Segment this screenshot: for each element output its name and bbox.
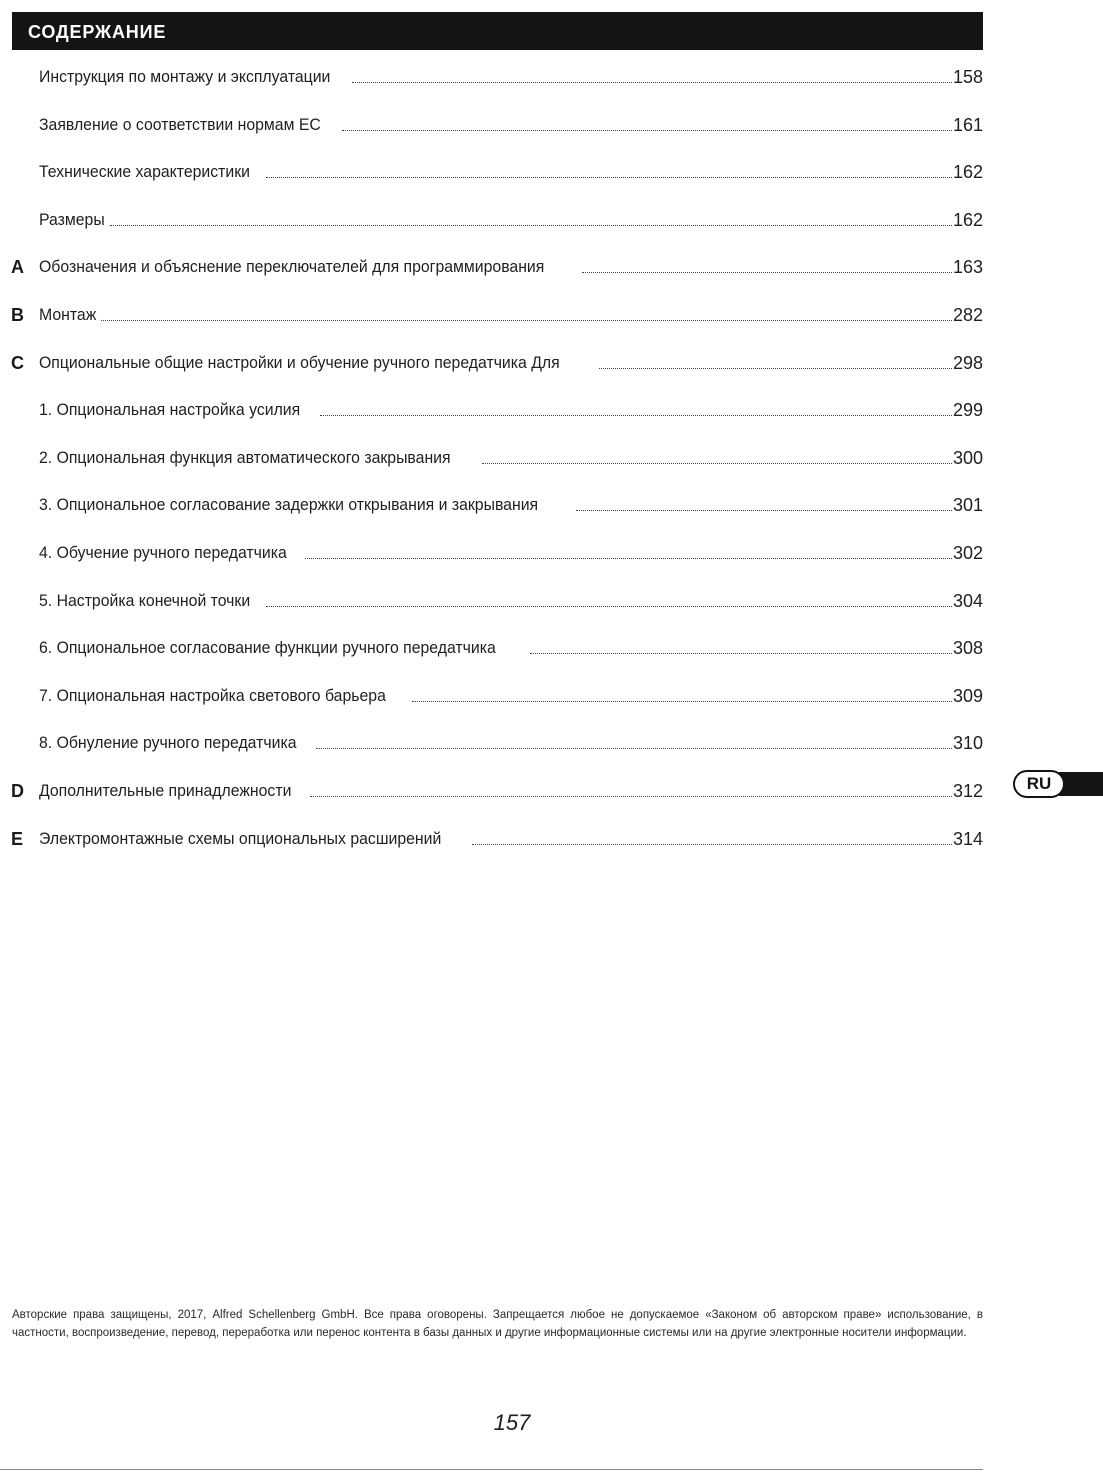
toc-dot-leader <box>582 272 952 273</box>
toc-entry-title: Заявление о соответствии нормам ЕС <box>39 114 321 134</box>
toc-dot-leader <box>599 368 952 369</box>
language-tab-bar <box>1059 772 1103 796</box>
toc-entry-title: 3. Опциональное согласование задержки открывания и закрывания <box>39 495 539 515</box>
toc-entry-title: Инструкция по монтажу и эксплуатации <box>39 67 331 86</box>
toc-entry <box>39 399 983 421</box>
toc-item[interactable] <box>0 542 983 590</box>
toc-entry <box>39 114 983 136</box>
toc-entry <box>39 542 983 564</box>
toc-entry <box>39 828 983 850</box>
toc-page-number: 310 <box>952 733 983 754</box>
toc-dot-leader <box>266 177 952 178</box>
toc-dot-leader <box>412 701 952 702</box>
contents-title: СОДЕРЖАНИЕ <box>28 21 167 42</box>
toc-page-number: 282 <box>952 304 983 325</box>
toc-entry-title: 4. Обучение ручного передатчика <box>39 542 287 562</box>
toc-entry <box>39 209 983 231</box>
toc-entry <box>39 780 983 802</box>
toc-page-number: 163 <box>952 257 983 278</box>
toc-entry-title: Опциональные общие настройки и обучение ручного передатчика Для <box>39 352 560 372</box>
toc-item[interactable] <box>0 828 983 876</box>
toc-page-number: 301 <box>952 495 983 516</box>
toc-dot-leader <box>342 130 952 131</box>
toc-page-number: 314 <box>952 828 983 849</box>
toc-item[interactable] <box>0 494 983 542</box>
toc-page-number: 162 <box>952 162 983 183</box>
toc-dot-leader <box>576 510 952 511</box>
copyright-notice: Авторские права защищены, 2017, Alfred Schellenberg GmbH. Все права оговорены. Запрещается любое не допускаемое «Законом об авторском праве» использование, в частности, воспроизведение, перевод, переработка или перенос контента в базы данных и другие информационные системы или на другие электронные носители информации. <box>12 1309 983 1339</box>
toc-item[interactable] <box>0 447 983 495</box>
toc-item[interactable] <box>0 209 983 257</box>
toc-dot-leader <box>110 225 952 226</box>
toc-item[interactable] <box>0 780 983 828</box>
toc-entry <box>39 494 983 516</box>
toc-page-number: 300 <box>952 447 983 468</box>
toc-entry <box>39 256 983 278</box>
bottom-divider <box>0 1469 983 1470</box>
toc-page-number: 312 <box>952 780 983 801</box>
toc-section-letter: B <box>11 304 24 325</box>
toc-entry <box>39 590 983 612</box>
toc-entry-title: Обозначения и объяснение переключателей для программирования <box>39 257 545 277</box>
toc-dot-leader <box>320 415 952 416</box>
toc-entry-title: 5. Настройка конечной точки <box>39 590 251 610</box>
toc-entry-title: 7. Опциональная настройка светового барьера <box>39 685 386 705</box>
toc-entry-title: Электромонтажные схемы опциональных расширений <box>39 828 442 848</box>
language-badge <box>1013 770 1065 798</box>
toc-dot-leader <box>482 463 952 464</box>
toc-section-letter: D <box>11 780 24 801</box>
toc-section-letter: A <box>11 257 24 278</box>
toc-entry-title: Монтаж <box>39 304 97 324</box>
toc-dot-leader <box>472 844 952 845</box>
toc-dot-leader <box>310 796 952 797</box>
toc-item[interactable] <box>0 637 983 685</box>
toc-item[interactable] <box>0 352 983 400</box>
toc-entry-title: 1. Опциональная настройка усилия <box>39 400 301 420</box>
toc-section-letter: E <box>11 828 24 849</box>
toc-entry <box>39 447 983 469</box>
toc-item[interactable] <box>0 590 983 638</box>
page-number: 157 <box>493 1410 531 1435</box>
toc-entry-title: Технические характеристики <box>39 162 250 182</box>
toc-entry-title: 8. Обнуление ручного передатчика <box>39 733 297 753</box>
language-tab <box>1013 770 1103 798</box>
toc-section-letter: C <box>11 352 24 373</box>
toc-item[interactable] <box>0 66 983 114</box>
toc-entry <box>39 685 983 707</box>
toc-page-number: 161 <box>952 114 983 135</box>
toc-dot-leader <box>305 558 952 559</box>
toc-page-number: 158 <box>952 67 983 87</box>
toc-entry-title: Дополнительные принадлежности <box>39 780 292 800</box>
toc-entry-title: Размеры <box>39 209 105 229</box>
toc-item[interactable] <box>0 732 983 780</box>
language-code: RU <box>1026 774 1052 793</box>
toc-item[interactable] <box>0 304 983 352</box>
toc-entry <box>39 161 983 183</box>
toc-entry <box>39 352 983 374</box>
toc-page-number: 299 <box>952 400 983 421</box>
toc-page-number: 308 <box>952 638 983 659</box>
toc-dot-leader <box>266 606 952 607</box>
toc-page-number: 298 <box>952 352 983 373</box>
toc-item[interactable] <box>0 114 983 162</box>
toc-entry <box>39 304 983 326</box>
toc-dot-leader <box>530 653 952 654</box>
toc-page-number: 304 <box>952 590 983 611</box>
toc-page-number: 162 <box>952 209 983 230</box>
toc-entry <box>39 732 983 754</box>
contents-header-bar <box>12 12 983 50</box>
toc-item[interactable] <box>0 685 983 733</box>
toc-item[interactable] <box>0 399 983 447</box>
toc-entry <box>39 66 983 88</box>
toc-entry-title: 2. Опциональная функция автоматического закрывания <box>39 447 451 467</box>
toc-dot-leader <box>101 320 952 321</box>
toc-page-number: 302 <box>952 542 983 563</box>
toc-dot-leader <box>316 748 952 749</box>
toc-entry-title: 6. Опциональное согласование функции ручного передатчика <box>39 638 496 658</box>
toc-dot-leader <box>352 82 952 83</box>
toc-page-number: 309 <box>952 685 983 706</box>
toc-item[interactable] <box>0 161 983 209</box>
toc-entry <box>39 637 983 659</box>
table-of-contents <box>0 66 983 875</box>
toc-item[interactable] <box>0 256 983 304</box>
